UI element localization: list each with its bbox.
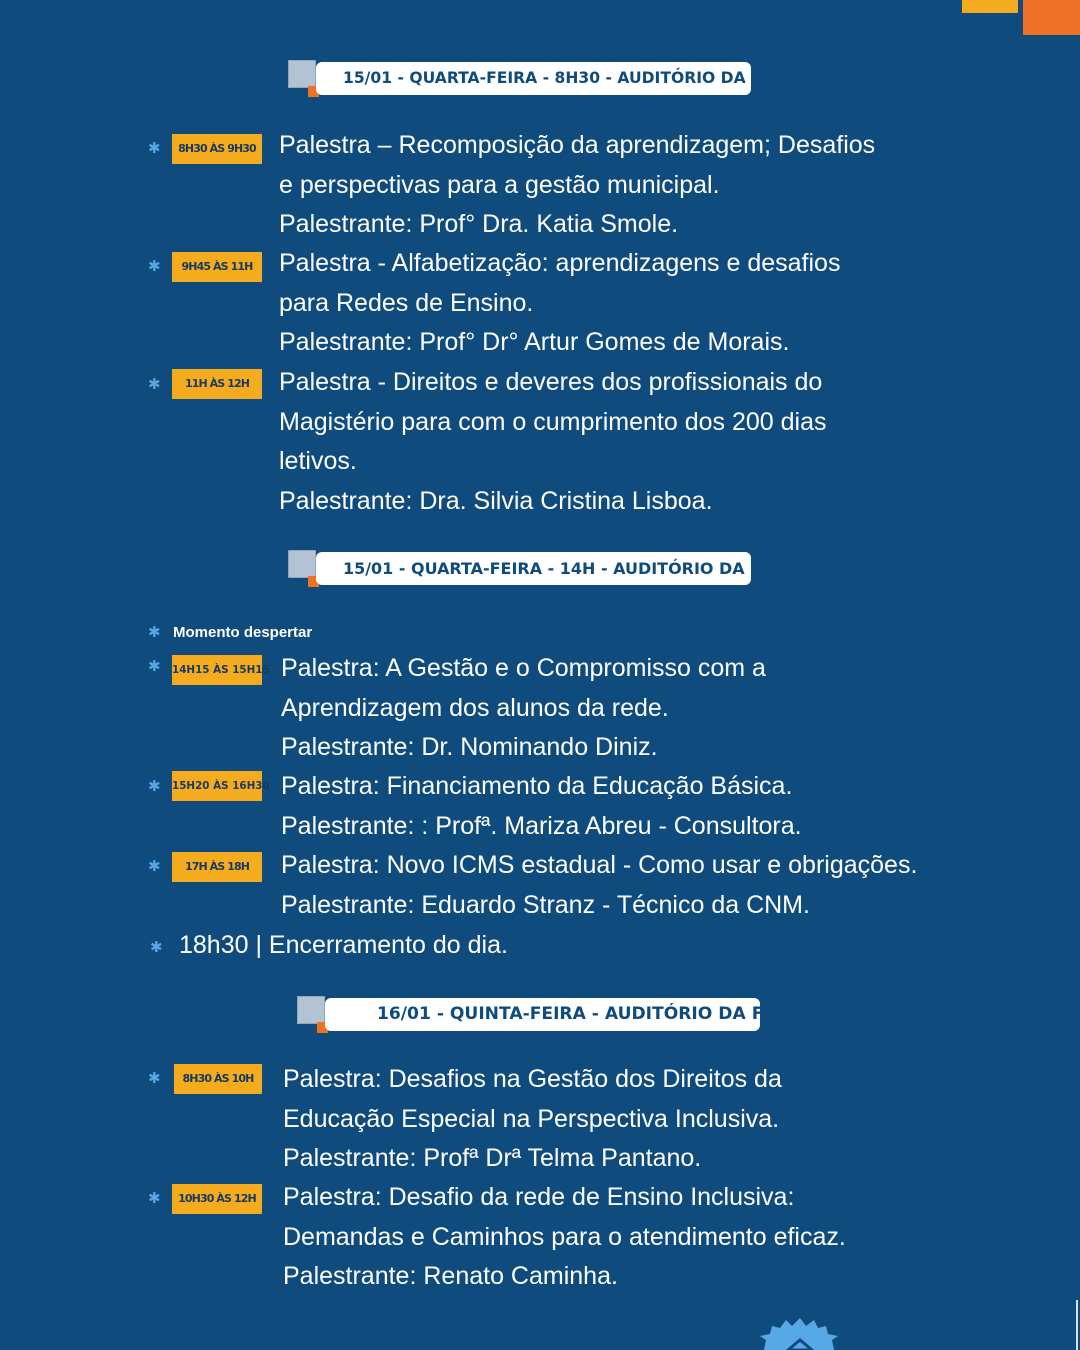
bullet-icon: ✱ — [148, 1070, 161, 1087]
talk-line: Palestra - Alfabetização: aprendizagens e desafios — [279, 249, 841, 277]
gear-badge-icon — [760, 1316, 840, 1350]
talk-line: Palestra: Financiamento da Educação Básica. — [281, 772, 793, 800]
talk-item — [281, 846, 917, 925]
talk-line: e perspectivas para a gestão municipal. — [279, 170, 720, 199]
bullet-icon: ✱ — [148, 778, 161, 795]
time-badge: 9H45 ÀS 11H — [172, 252, 262, 282]
header-square-gray — [297, 996, 325, 1024]
closing-item: 18h30 | Encerramento do dia. — [179, 931, 508, 959]
section-header-label: 15/01 - QUARTA-FEIRA - 14H - AUDITÓRIO DA FOCO — [316, 552, 751, 585]
talk-line: Palestra: Desafios na Gestão dos Direitos da — [283, 1065, 782, 1093]
talk-line: Demandas e Caminhos para o atendimento eficaz. — [283, 1222, 846, 1251]
bullet-icon: ✱ — [148, 376, 161, 393]
talk-item — [279, 363, 827, 521]
time-badge: 11H ÀS 12H — [172, 369, 262, 399]
bullet-icon: ✱ — [150, 939, 163, 956]
bullet-icon: ✱ — [148, 1190, 161, 1207]
talk-line: Educação Especial na Perspectiva Inclusiva. — [283, 1104, 780, 1133]
bullet-icon: ✱ — [148, 258, 161, 275]
talk-item — [281, 649, 766, 768]
bullet-icon: ✱ — [148, 858, 161, 875]
talk-line: Palestrante: Dr. Nominando Diniz. — [281, 733, 658, 761]
bullet-icon: ✱ — [148, 658, 161, 675]
header-square-gray — [288, 60, 316, 88]
talk-line: para Redes de Ensino. — [279, 288, 534, 317]
corner-yellow-block — [962, 0, 1018, 13]
time-badge: 8H30 ÀS 9H30 — [172, 134, 262, 164]
talk-item — [279, 244, 840, 363]
talk-line: Magistério para com o cumprimento dos 200 dias — [279, 407, 827, 436]
talk-line: Palestra - Direitos e deveres dos profissionais do — [279, 368, 823, 396]
talk-line: Palestra – Recomposição da aprendizagem; Desafios — [279, 131, 876, 159]
section-header-label: 16/01 - QUINTA-FEIRA - AUDITÓRIO DA FOCO — [325, 998, 760, 1031]
section-header-label: 15/01 - QUARTA-FEIRA - 8H30 - AUDITÓRIO DA FOCO — [316, 62, 751, 95]
talk-line: Palestra: Novo ICMS estadual - Como usar e obrigações. — [281, 851, 918, 879]
section-header-2 — [288, 550, 800, 610]
talk-item — [283, 1178, 846, 1297]
talk-line: Palestrante: Eduardo Stranz - Técnico da CNM. — [281, 890, 810, 919]
bullet-icon: ✱ — [148, 624, 161, 641]
talk-item — [281, 767, 802, 846]
talk-item — [279, 126, 875, 245]
talk-line: letivos. — [279, 447, 357, 475]
time-badge: 8H30 ÀS 10H — [174, 1064, 262, 1094]
talk-line: Palestrante: Prof° Dr° Artur Gomes de Morais. — [279, 328, 790, 356]
talk-line: Palestra: A Gestão e o Compromisso com a — [281, 654, 766, 682]
edge-line — [1076, 1300, 1078, 1350]
time-badge: 15H20 ÀS 16H30 — [172, 771, 262, 801]
talk-line: Palestra: Desafio da rede de Ensino Inclusiva: — [283, 1183, 795, 1211]
time-badge: 14H15 ÀS 15H15 — [172, 655, 262, 685]
section-header-1 — [288, 60, 800, 120]
talk-line: Palestrante: : Profª. Mariza Abreu - Consultora. — [281, 811, 802, 840]
talk-line: Palestrante: Prof° Dra. Katia Smole. — [279, 210, 679, 238]
section-header-3 — [297, 996, 806, 1056]
talk-line: Palestrante: Dra. Silvia Cristina Lisboa. — [279, 486, 713, 515]
intro-item: Momento despertar — [173, 624, 313, 641]
talk-item — [283, 1060, 782, 1179]
header-square-gray — [288, 550, 316, 578]
time-badge: 10H30 ÀS 12H — [172, 1184, 262, 1214]
bullet-icon: ✱ — [148, 140, 161, 157]
corner-orange-block — [1023, 0, 1080, 35]
time-badge: 17H ÀS 18H — [172, 852, 262, 882]
talk-line: Palestrante: Profª Drª Telma Pantano. — [283, 1144, 702, 1172]
talk-line: Aprendizagem dos alunos da rede. — [281, 693, 669, 722]
talk-line: Palestrante: Renato Caminha. — [283, 1262, 618, 1290]
